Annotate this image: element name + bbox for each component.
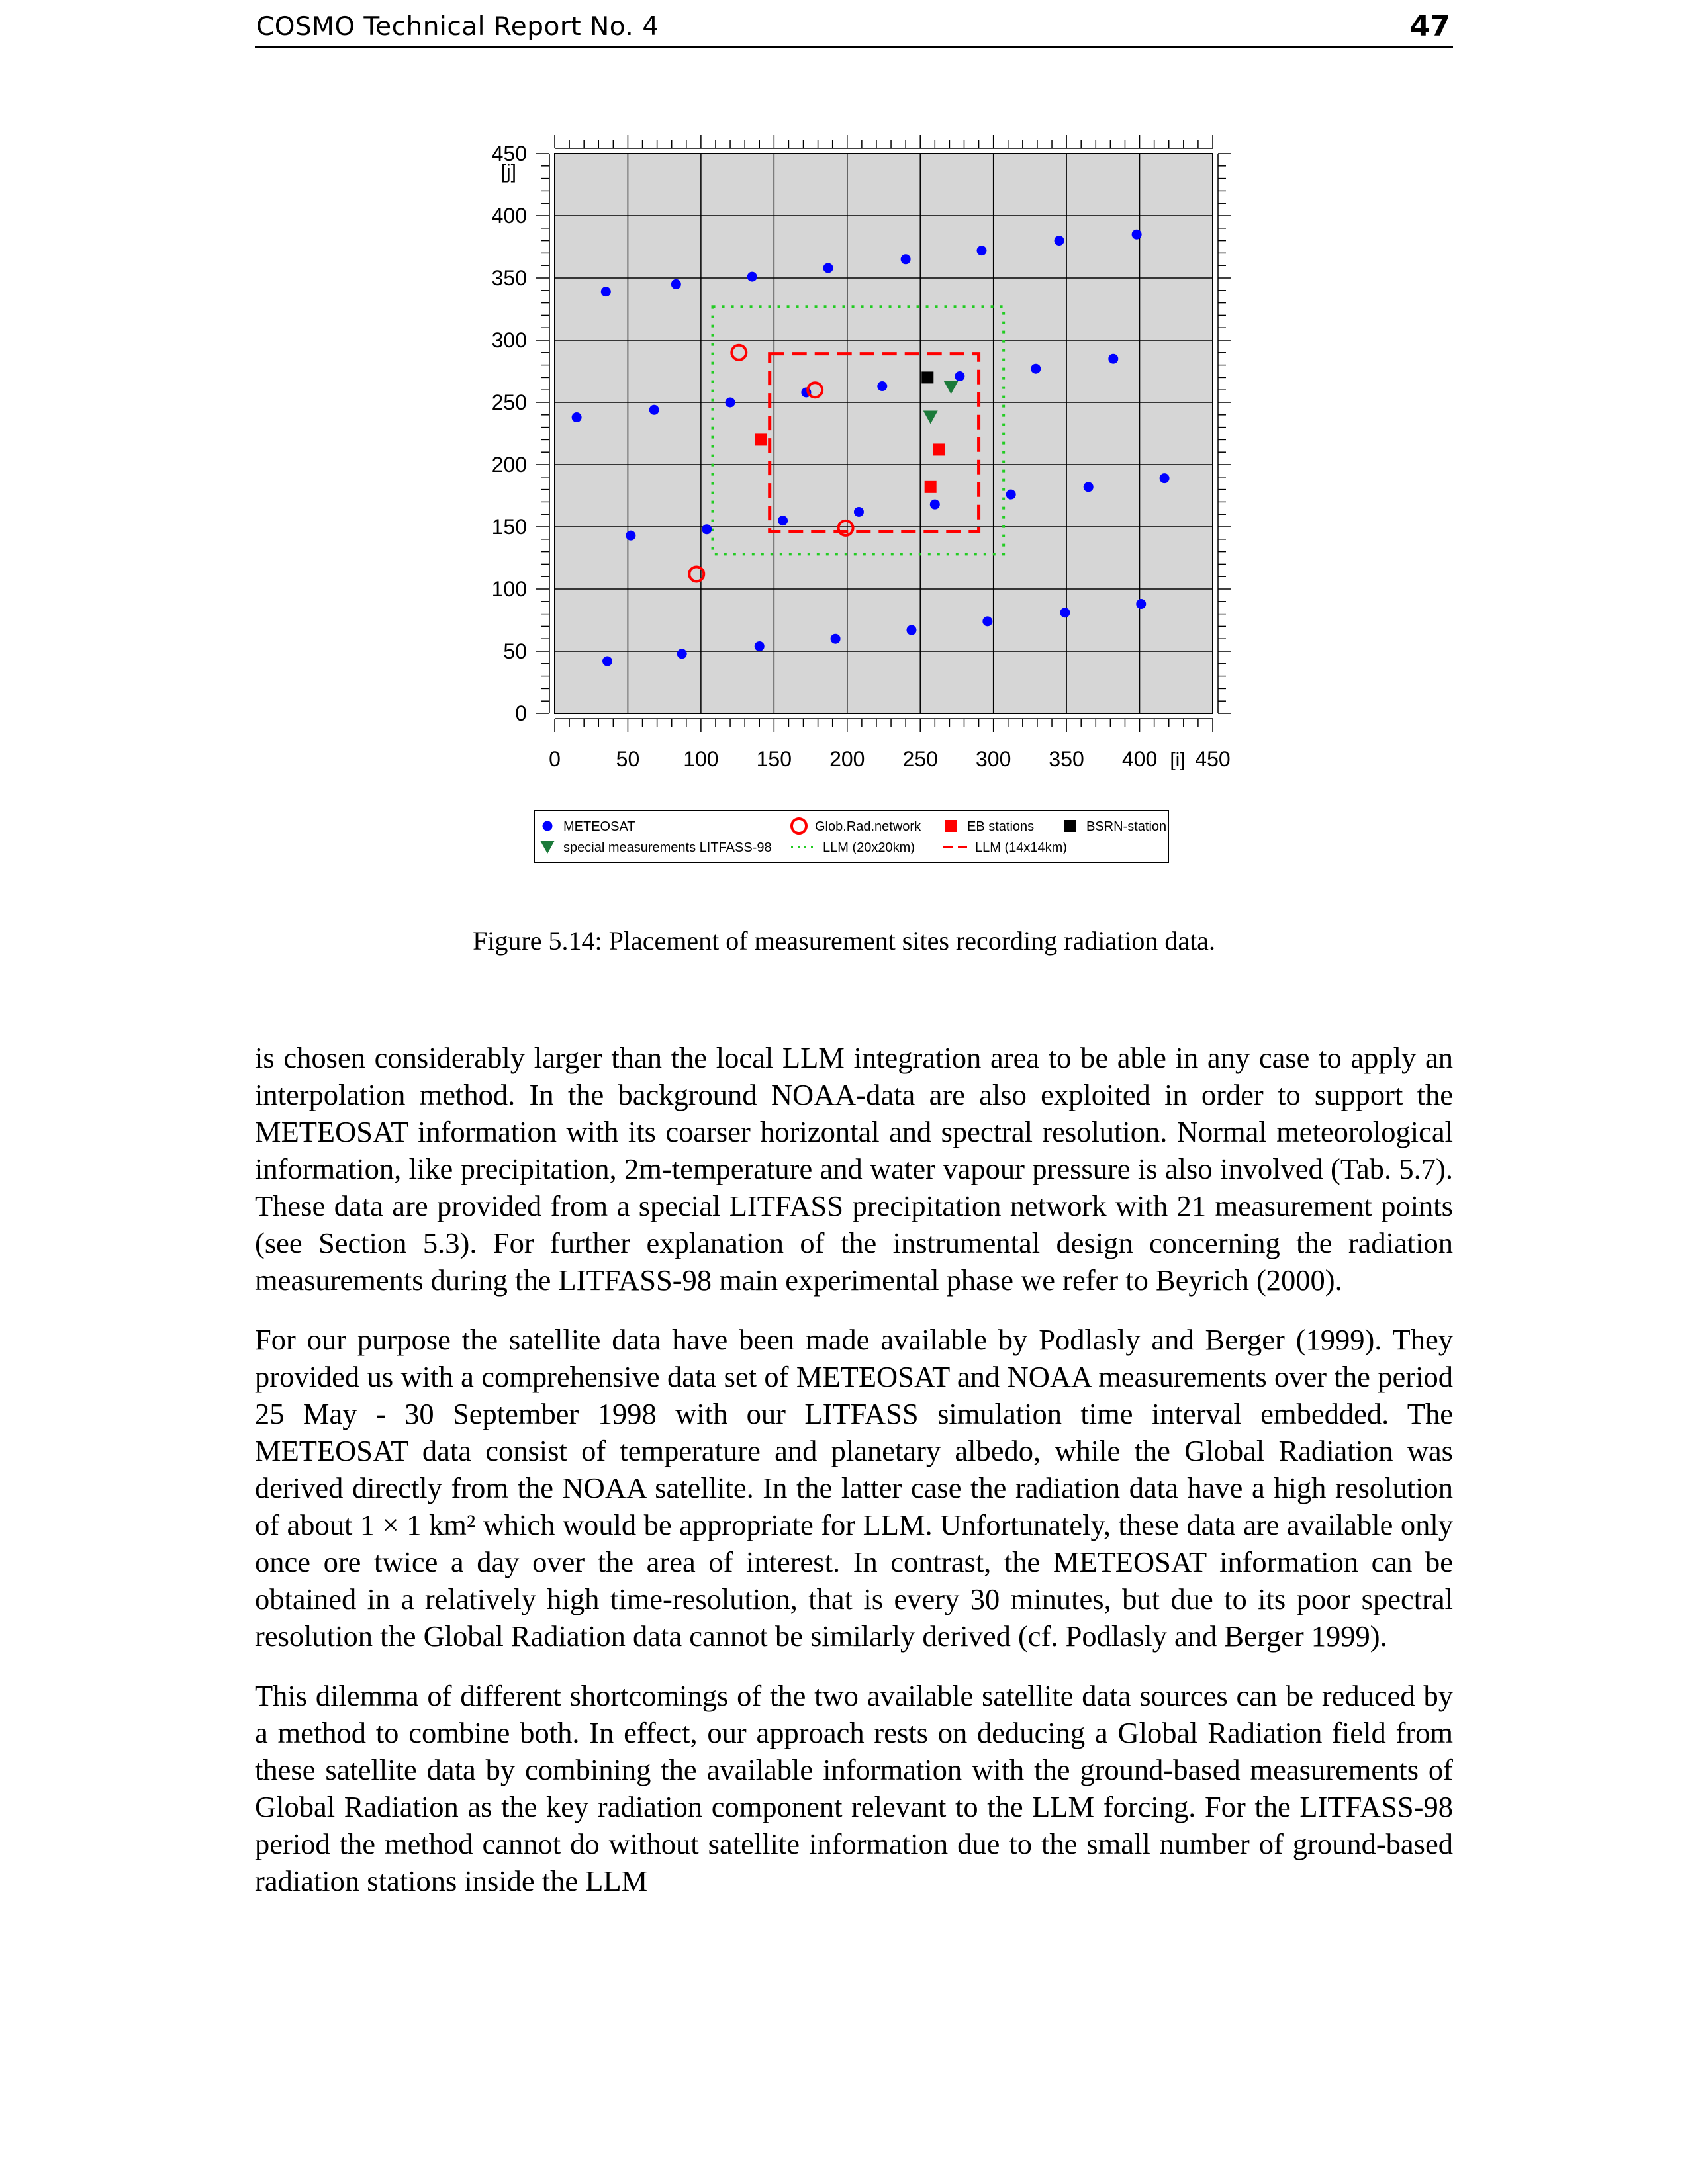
data-point	[1084, 482, 1094, 492]
y-tick-label: 250	[491, 390, 527, 414]
legend-label: special measurements LITFASS-98	[563, 841, 772, 855]
x-axis-label: [i]	[1170, 749, 1186, 771]
data-point	[1006, 490, 1016, 500]
data-point	[854, 507, 864, 517]
data-point	[930, 500, 940, 510]
y-tick-label: 450	[491, 142, 527, 165]
y-tick-label: 300	[491, 328, 527, 352]
data-point	[982, 616, 992, 626]
legend-label: Glob.Rad.network	[815, 819, 921, 834]
paragraph-2: For our purpose the satellite data have been made available by Podlasly and Berger (1999). They provided us with a comprehensive data set of METEOSAT and NOAA measurements over the period 25 May - 30 September 1998 with our LITFASS simulation time interval embedded. The METEOSAT data consist of temperature and planetary albedo, while the Global Radiation was derived directly from the NOAA satellite. In the latter case the radiation data have a high resolution of about 1 × 1 km² which would be appropriate for LLM. Unfortunately, these data are available only once ore twice a day over the area of interest. In contrast, the METEOSAT information can be obtained in a relatively high time-resolution, that is every 30 minutes, but due to its poor spectral resolution the Global Radiation data cannot be similarly derived (cf. Podlasly and Berger 1999).	[255, 1323, 1453, 1653]
data-point	[877, 381, 887, 391]
x-tick-label: 50	[616, 747, 640, 771]
x-tick-label: 100	[683, 747, 719, 771]
paragraph-1: is chosen considerably larger than the local LLM integration area to be able in any case to apply an interpolation method. In the background NOAA-data are also exploited in order to support the METEOSAT information with its coarser horizontal and spectral resolution. Normal meteorological information, like precipitation, 2m-temperature and water vapour pressure is also involved (Tab. 5.7). These data are provided from a special LITFASS precipitation network with 21 measurement points (see Section 5.3). For further explanation of the instrumental design concerning the radiation measurements during the LITFASS-98 main experimental phase we refer to Beyrich (2000).	[255, 1041, 1453, 1297]
data-point	[671, 279, 681, 289]
data-point	[933, 443, 945, 455]
legend	[534, 811, 1168, 862]
data-point	[601, 287, 611, 296]
y-tick-label: 50	[503, 639, 527, 663]
x-tick-label: 300	[975, 747, 1011, 771]
y-tick-label: 150	[491, 515, 527, 539]
data-point	[747, 272, 757, 282]
data-point	[778, 516, 788, 525]
y-tick-label: 100	[491, 577, 527, 601]
data-point	[906, 625, 916, 635]
x-tick-label: 150	[756, 747, 792, 771]
y-tick-label: 400	[491, 204, 527, 228]
legend-swatch	[543, 821, 553, 831]
report-title: COSMO Technical Report No. 4	[256, 12, 659, 42]
y-tick-label: 350	[491, 266, 527, 290]
x-tick-label: 450	[1195, 747, 1231, 771]
data-point	[925, 481, 937, 493]
data-point	[572, 412, 582, 422]
station-map-figure	[0, 0, 1688, 887]
y-tick-label: 200	[491, 453, 527, 477]
x-tick-label: 350	[1049, 747, 1084, 771]
data-point	[726, 398, 735, 408]
data-point	[976, 246, 986, 255]
legend-swatch	[945, 820, 957, 832]
x-tick-label: 400	[1121, 747, 1158, 771]
data-point	[755, 433, 767, 445]
data-point	[1160, 473, 1170, 483]
data-point	[1060, 608, 1070, 617]
legend-label: LLM (14x14km)	[975, 841, 1067, 855]
data-point	[921, 371, 933, 383]
legend-label: LLM (20x20km)	[823, 841, 915, 855]
data-point	[955, 371, 964, 381]
legend-label: EB stations	[967, 819, 1035, 834]
data-point	[677, 649, 687, 659]
y-axis-label: [j]	[500, 161, 516, 183]
x-tick-label: 200	[829, 747, 865, 771]
data-point	[755, 641, 765, 651]
data-point	[626, 531, 635, 541]
legend-label: METEOSAT	[563, 819, 635, 834]
plot-area	[555, 154, 1213, 713]
data-point	[1136, 599, 1146, 609]
figure-caption: Figure 5.14: Placement of measurement sites recording radiation data.	[473, 926, 1215, 956]
data-point	[901, 254, 911, 264]
data-point	[823, 263, 833, 273]
data-point	[1108, 354, 1118, 364]
data-point	[649, 405, 659, 415]
data-point	[1132, 230, 1142, 240]
x-tick-label: 250	[902, 747, 938, 771]
body-text	[255, 1039, 1453, 1922]
paragraph-3: This dilemma of different shortcomings of the two available satellite data sources can be reduced by a method to combine both. In effect, our approach rests on deducing a Global Radiation field from these satellite data by combining the available information with the ground-based measurements of Global Radiation as the key radiation component relevant to the LLM forcing. For the LITFASS-98 period the method cannot do without satellite information due to the small number of ground-based radiation stations inside the LLM	[255, 1679, 1453, 1897]
legend-swatch	[1064, 820, 1076, 832]
data-point	[702, 524, 712, 534]
data-point	[1055, 236, 1064, 246]
data-point	[1031, 364, 1041, 374]
data-point	[831, 634, 841, 644]
data-point	[602, 657, 612, 666]
y-tick-label: 0	[515, 702, 527, 725]
page-number: 47	[1409, 9, 1450, 43]
x-tick-label: 0	[549, 747, 561, 771]
legend-label: BSRN-station	[1086, 819, 1167, 834]
